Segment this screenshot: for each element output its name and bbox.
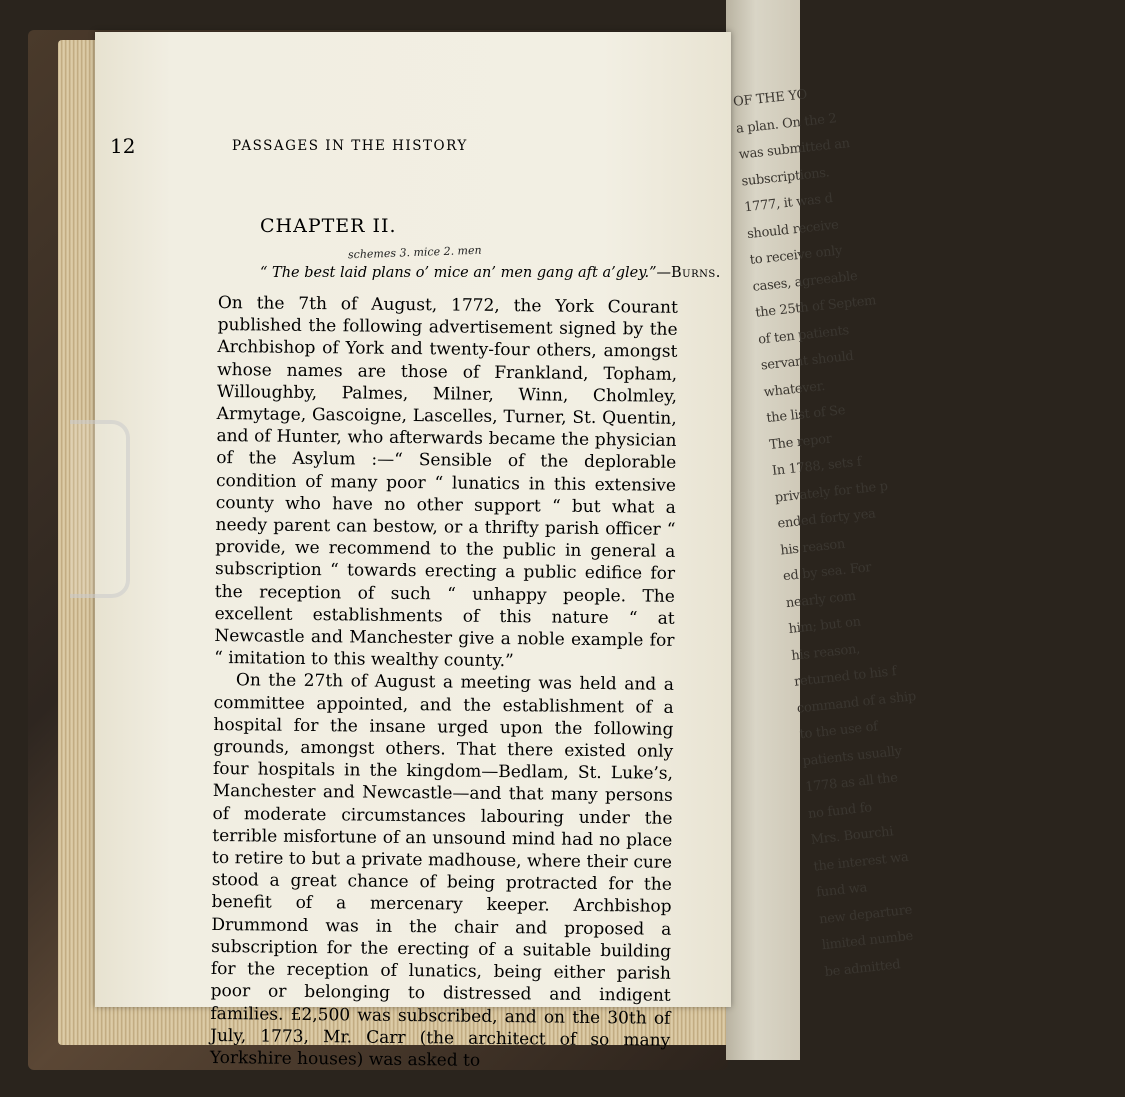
paragraph: On the 7th of August, 1772, the York Courant published the following advertisement signed by the Archbishop of York and twenty-four others, amongst whose names are those of Frankland, Topham, Willoughby, Palmes, Milner, Winn, Cholmley, Armytage, Gascoigne, Lascelles, Turner, St. Quentin, and of Hunter, who afterwards became the physician of the Asylum :—“ Sensible of the deplorable condition of many poor “ lunatics in this extensive county who have no other support “ but what a needy parent can bestow, or a thrifty parish officer “ provide, we recommend to the public in general a subscription “ towards erecting a public edifice for the reception of such “ unhappy people. The excellent establishments of this nature “ at Newcastle and Manchester give a noble example for “ imitation to this wealthy county.”	[214, 292, 678, 672]
paragraph: On the 27th of August a meeting was held and a committee appointed, and the establishment of a hospital for the insane urged upon the following grounds, amongst others. That there existed only four hospitals in the kingdom—Bedlam, St. Luke’s, Manchester and Newcastle—and that many persons of moderate circumstances labouring under the terrible misfortune of an unsound mind had no place to retire to but a private madhouse, where their cure stood a great chance of being protracted for the benefit of a mercenary keeper. Archbishop Drummond was in the chair and proposed a subscription for the erecting of a suitable building for the reception of lunatics, being either parish poor or belonging to distressed and indigent families. £2,500 was subscribed, and on the 30th of July, 1773, Mr. Carr (the architect of so many Yorkshire houses) was asked to	[209, 670, 675, 1071]
facing-page-text: OF THE YO a plan. On the 2 was submitted an subscriptions. 1777, it was d should receive to receive only cases, agreeable the 25th of Septem of ten patients servant should whatever. the list of Se The repor In 1788, sets f privately for the p ended forty yea his reason ed by sea. For nearly com him; but on his reason, returned to his f command of a ship to the use of patients usually 1778 as all the no fund fo Mrs. Bourchi the interest wa fund wa new departure limited numbe be admitted	[732, 87, 917, 980]
page-number: 12	[110, 134, 136, 158]
epigraph	[260, 265, 721, 281]
body-text	[210, 292, 678, 1074]
handwritten-correction: schemes 3. mice 2. men	[347, 243, 482, 262]
chapter-title: CHAPTER II.	[260, 215, 397, 237]
running-head: PASSAGES IN THE HISTORY	[232, 138, 468, 154]
facing-page	[726, 0, 917, 1060]
epigraph-text: “ The best laid plans o’ mice an’ men gang aft a’gley.”—	[260, 265, 671, 281]
paper-clip	[70, 420, 130, 598]
epigraph-author: Burns.	[671, 265, 721, 281]
